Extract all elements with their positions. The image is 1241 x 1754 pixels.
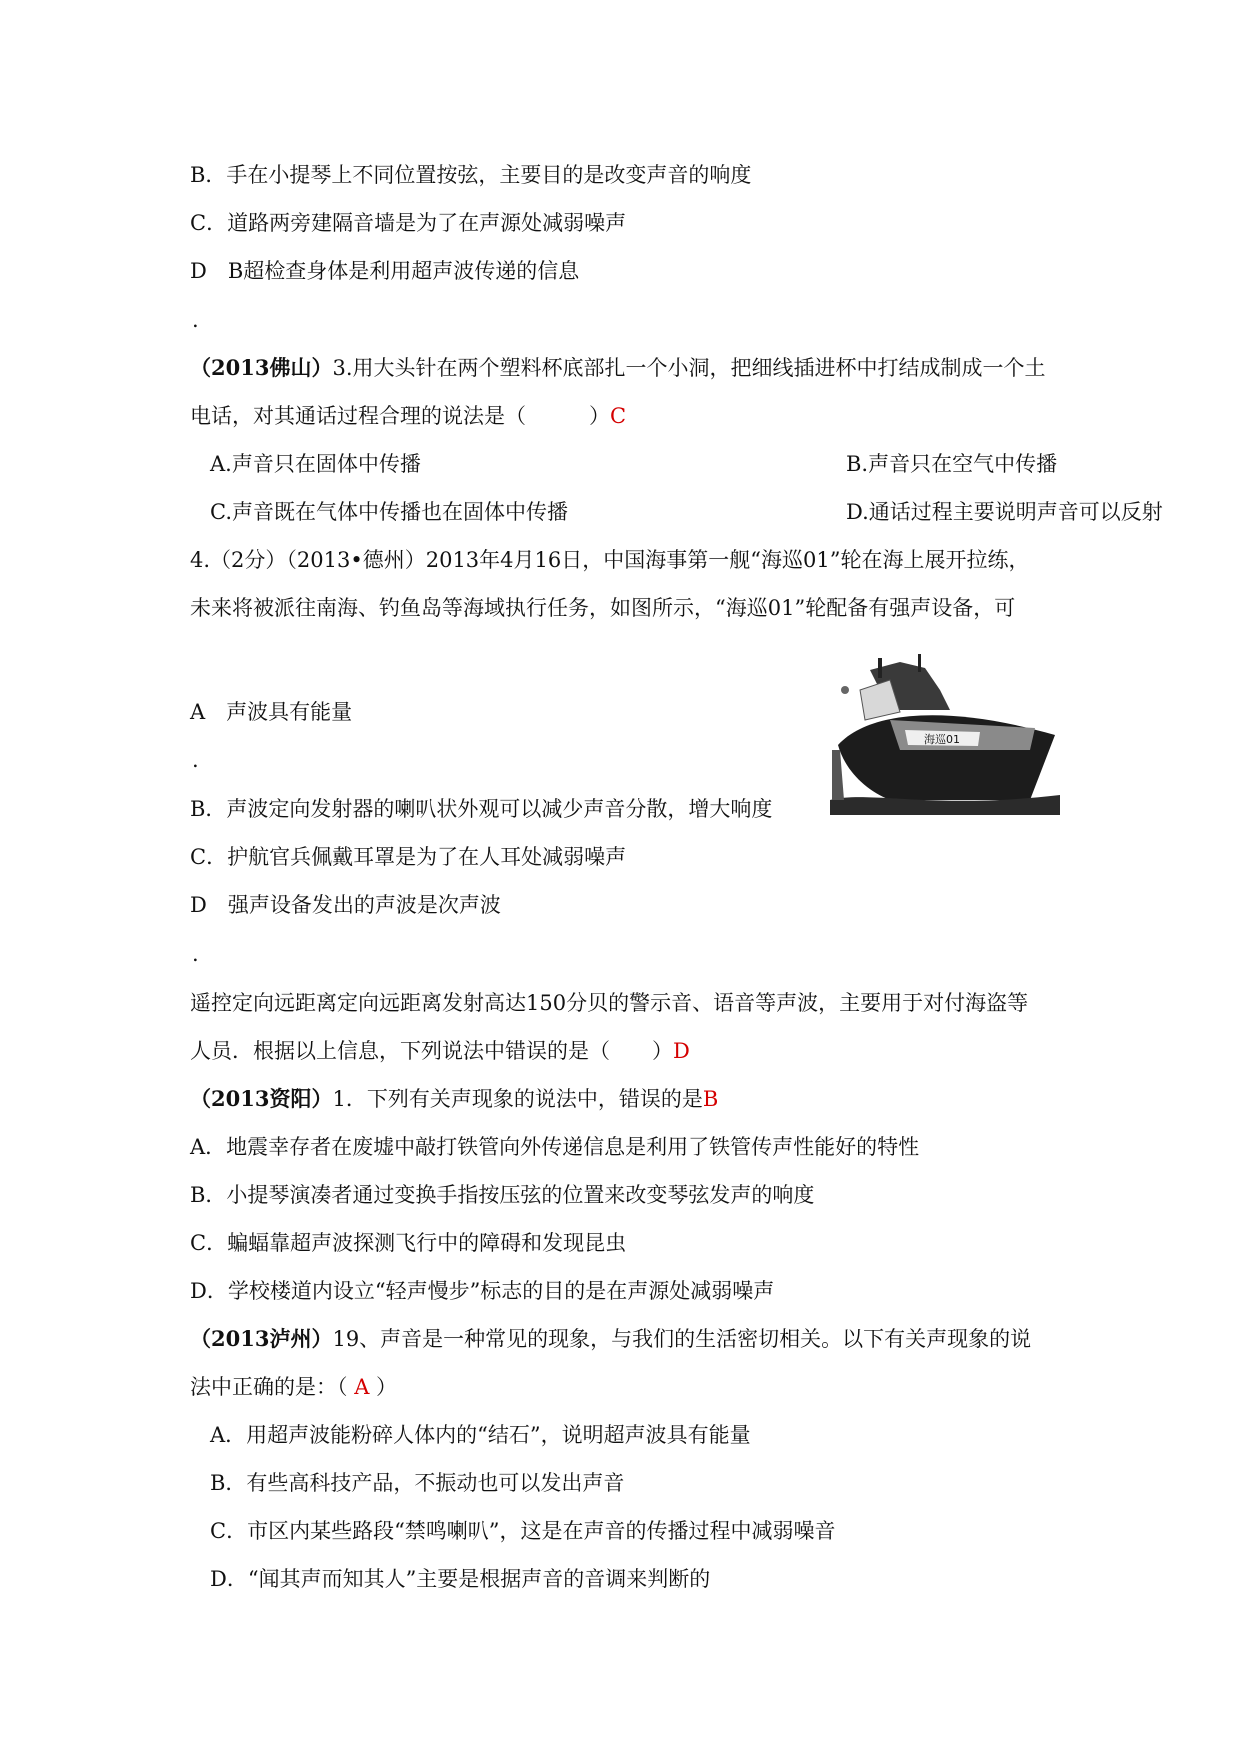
answer-label: C bbox=[610, 404, 627, 428]
option-b: B.声音只在空气中传播 bbox=[846, 452, 1058, 476]
question-foshan-line1: （2013佛山）3.用大头针在两个塑料杯底部扎一个小洞，把细线插进杯中打结成制成一个土 bbox=[190, 355, 1046, 380]
question-dezhou-line1: 4.（2分）（2013•德州）2013年4月16日，中国海事第一舰“海巡01”轮在海上展开拉练， bbox=[190, 548, 1030, 572]
option-d: D．“闻其声而知其人”主要是根据声音的音调来判断的 bbox=[210, 1567, 711, 1591]
foshan-options-row1 bbox=[210, 449, 1058, 479]
question-source: （2013佛山） bbox=[190, 355, 333, 380]
option-b: B．小提琴演凑者通过变换手指按压弦的位置来改变琴弦发声的响度 bbox=[190, 1183, 815, 1207]
question-dezhou-line4: 人员．根据以上信息，下列说法中错误的是（ ）D bbox=[190, 1039, 690, 1063]
ship-photo bbox=[830, 650, 1060, 815]
foshan-options-row2 bbox=[210, 497, 1163, 527]
option-a: A．用超声波能粉碎人体内的“结石”，说明超声波具有能量 bbox=[210, 1423, 751, 1447]
option-b: B．声波定向发射器的喇叭状外观可以减少声音分散，增大响度 bbox=[190, 797, 773, 821]
option-d: D B超检查身体是利用超声波传递的信息 bbox=[190, 259, 580, 283]
option-b: B．有些高科技产品，不振动也可以发出声音 bbox=[210, 1471, 625, 1495]
question-source: （2013泸州） bbox=[190, 1326, 333, 1351]
option-c: C．市区内某些路段“禁鸣喇叭”，这是在声音的传播过程中减弱噪音 bbox=[210, 1519, 836, 1543]
option-d: D.通话过程主要说明声音可以反射 bbox=[846, 500, 1163, 524]
option-a: A 声波具有能量 bbox=[190, 700, 353, 724]
dot-mark: . bbox=[192, 942, 199, 966]
option-b: B．手在小提琴上不同位置按弦，主要目的是改变声音的响度 bbox=[190, 163, 752, 187]
dot-mark: . bbox=[192, 308, 199, 332]
option-d: D 强声设备发出的声波是次声波 bbox=[190, 893, 501, 917]
option-d: D．学校楼道内设立“轻声慢步”标志的目的是在声源处减弱噪声 bbox=[190, 1279, 775, 1303]
question-dezhou-line3: 遥控定向远距离定向远距离发射高达150分贝的警示音、语音等声波，主要用于对付海盗等 bbox=[190, 991, 1029, 1015]
ship-hull-text: 海巡01 bbox=[924, 733, 960, 746]
option-c: C.声音既在气体中传播也在固体中传播 bbox=[210, 500, 568, 524]
option-c: C．蝙蝠靠超声波探测飞行中的障碍和发现昆虫 bbox=[190, 1231, 627, 1255]
answer-label: A bbox=[354, 1375, 370, 1399]
question-luzhou-line2: 法中正确的是：（ A ） bbox=[190, 1375, 398, 1399]
question-dezhou-line2: 未来将被派往南海、钓鱼岛等海域执行任务，如图所示，“海巡01”轮配备有强声设备，可 bbox=[190, 596, 1016, 620]
answer-label: D bbox=[673, 1039, 690, 1063]
option-c: C．护航官兵佩戴耳罩是为了在人耳处减弱噪声 bbox=[190, 845, 627, 869]
option-c: C．道路两旁建隔音墙是为了在声源处减弱噪声 bbox=[190, 211, 627, 235]
question-ziyang-stem: （2013资阳）1．下列有关声现象的说法中，错误的是B bbox=[190, 1086, 719, 1111]
question-foshan-line2: 电话，对其通话过程合理的说法是（ ）C bbox=[190, 404, 627, 428]
question-luzhou-line1: （2013泸州）19、声音是一种常见的现象，与我们的生活密切相关。以下有关声现象的说 bbox=[190, 1326, 1032, 1351]
dot-mark: . bbox=[192, 748, 199, 772]
option-a: A.声音只在固体中传播 bbox=[210, 452, 421, 476]
question-source: （2013资阳） bbox=[190, 1086, 333, 1111]
option-a: A．地震幸存者在废墟中敲打铁管向外传递信息是利用了铁管传声性能好的特性 bbox=[190, 1135, 920, 1159]
answer-label: B bbox=[702, 1087, 719, 1111]
